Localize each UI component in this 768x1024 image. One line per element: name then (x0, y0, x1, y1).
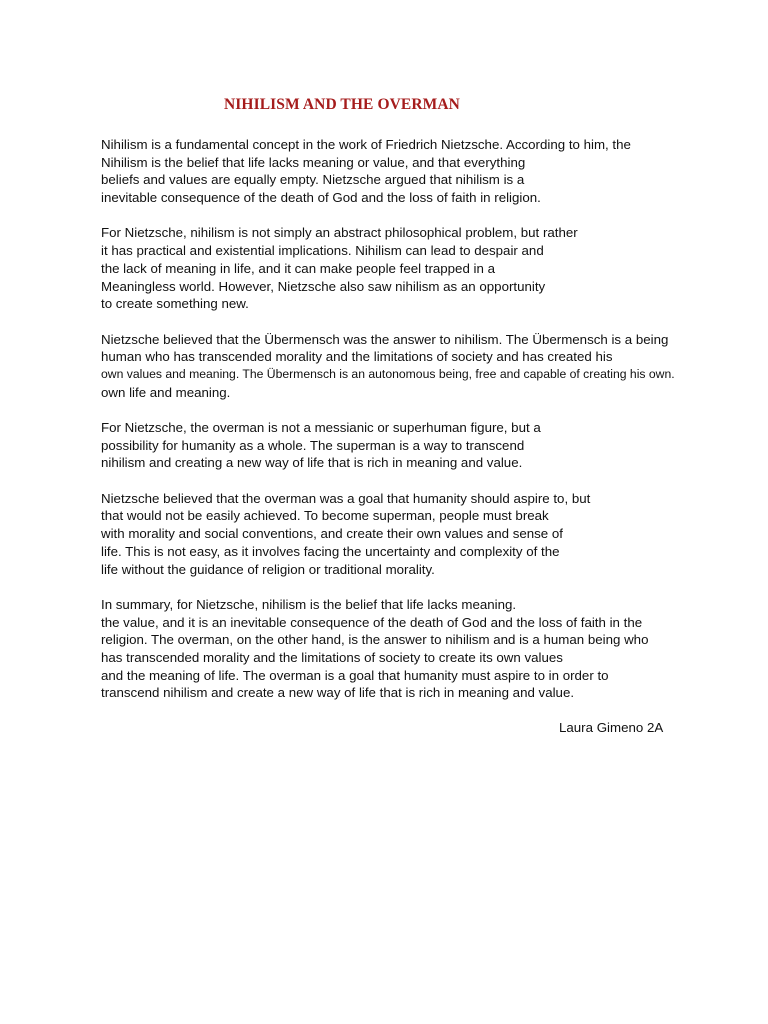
text-line: to create something new. (101, 296, 249, 312)
text-line: For Nietzsche, nihilism is not simply an abstract philosophical problem, but rather (101, 225, 578, 241)
text-line: For Nietzsche, the overman is not a messianic or superhuman figure, but a (101, 420, 541, 435)
text-line: with morality and social conventions, and create their own values and sense of (101, 526, 563, 542)
document-body (101, 136, 741, 720)
text-line: In summary, for Nietzsche, nihilism is the belief that life lacks meaning. (101, 596, 517, 612)
text-line: Nihilism is the belief that life lacks meaning or value, and that everything (101, 154, 526, 170)
text-line: possibility for humanity as a whole. The superman is a way to transcend (101, 437, 525, 453)
text-line: Nietzsche believed that the Übermensch was the answer to nihilism. The Übermensch is a being (101, 331, 669, 347)
text-line: and the meaning of life. The overman is a goal that humanity must aspire to in order to (101, 667, 609, 683)
text-line: inevitable consequence of the death of God and the loss of faith in religion. (101, 190, 541, 206)
document-title: NIHILISM AND THE OVERMAN (224, 96, 460, 113)
text-line: the value, and it is an inevitable consequence of the death of God and the loss of faith in the (101, 614, 643, 630)
text-line: that would not be easily achieved. To become superman, people must break (101, 508, 549, 524)
text-line: religion. The overman, on the other hand, is the answer to nihilism and is a human being who (101, 632, 649, 648)
text-line: life without the guidance of religion or traditional morality. (101, 561, 435, 577)
text-line: life. This is not easy, as it involves facing the uncertainty and complexity of the (101, 543, 560, 559)
paragraph-6 (101, 596, 741, 702)
text-line: Meaningless world. However, Nietzsche also saw nihilism as an opportunity (101, 278, 546, 294)
paragraph-2 (101, 224, 741, 312)
author-signature: Laura Gimeno 2A (559, 720, 664, 735)
text-line: beliefs and values are equally empty. Nietzsche argued that nihilism is a (101, 172, 525, 188)
text-line: Nihilism is a fundamental concept in the work of Friedrich Nietzsche. According to him, the (101, 137, 631, 152)
text-line: transcend nihilism and create a new way of life that is rich in meaning and value. (101, 685, 575, 701)
text-line: the lack of meaning in life, and it can make people feel trapped in a (101, 260, 495, 276)
paragraph-4 (101, 419, 741, 472)
text-line: human who has transcended morality and the limitations of society and has created his (101, 349, 613, 365)
text-line: own life and meaning. (101, 384, 231, 400)
paragraph-3 (101, 331, 741, 402)
text-line: own values and meaning. The Übermensch is an autonomous being, free and capable of creating his own. (101, 366, 675, 381)
text-line: Nietzsche believed that the overman was a goal that humanity should aspire to, but (101, 490, 591, 506)
paragraph-1 (101, 136, 741, 207)
text-line: nihilism and creating a new way of life that is rich in meaning and value. (101, 455, 523, 471)
paragraph-5 (101, 490, 741, 578)
text-line: it has practical and existential implications. Nihilism can lead to despair and (101, 243, 544, 259)
text-line: has transcended morality and the limitations of society to create its own values (101, 649, 563, 665)
